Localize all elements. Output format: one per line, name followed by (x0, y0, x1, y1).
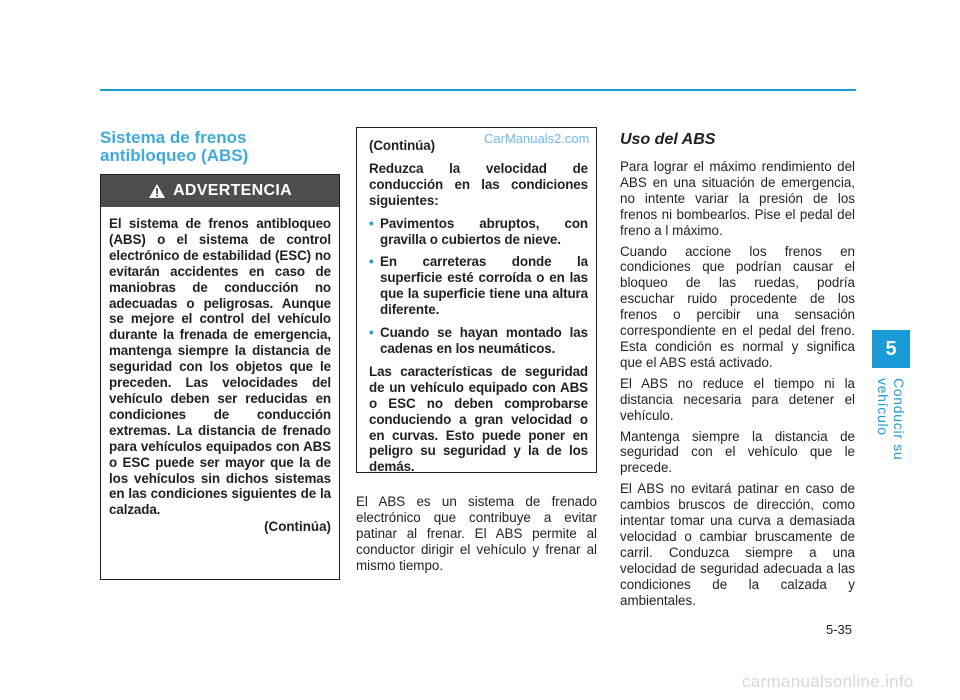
usage-section (620, 131, 855, 613)
chapter-label: Conducir su vehículo (875, 378, 907, 461)
abs-description: El ABS es un sistema de frenado electrónico que contribuye a evitar patinar al frenar. El ABS permite al conductor dirigir el vehículo y frenar al mismo tiempo. (356, 494, 597, 573)
usage-paragraph: El ABS no reduce el tiempo ni la distancia necesaria para detener el vehículo. (620, 375, 855, 423)
chapter-number-tab: 5 (872, 330, 910, 368)
continued-closing: Las características de seguridad de un vehículo equipado con ABS o ESC no deben comprobarse conduciendo a gran velocidad o en curvas. Esto puede poner en peligro su seguridad y la de los demás. (369, 363, 588, 475)
warning-triangle-icon (148, 183, 166, 199)
bullet-item: • Cuando se hayan montado las cadenas en los neumáticos. (369, 325, 588, 357)
warning-box (100, 174, 340, 580)
usage-paragraph: Mantenga siempre la distancia de seguridad con el vehículo que le precede. (620, 428, 855, 476)
watermark: CarManuals2.com (484, 131, 590, 146)
footer-logo: carmanualsonline.info (742, 672, 914, 691)
continued-warning-box (356, 127, 597, 473)
page-number: 5-35 (826, 622, 853, 637)
bullet-item: • Pavimentos abruptos, con gravilla o cubiertos de nieve. (369, 216, 588, 248)
warning-header (101, 175, 339, 207)
usage-paragraph: Para lograr el máximo rendimiento del ABS en una situación de emergencia, no intente variar la presión de los frenos ni bombearlos. Pise el pedal del freno a l máximo. (620, 159, 855, 238)
continued-heading: (Continúa) (369, 138, 435, 153)
usage-title: Uso del ABS (620, 131, 716, 148)
section-title: Sistema de frenos antibloqueo (ABS) (100, 128, 249, 165)
warning-continued: (Continúa) (264, 519, 331, 535)
warning-header-label: ADVERTENCIA (173, 182, 292, 199)
continued-intro: Reduzca la velocidad de conducción en las condiciones siguientes: (369, 160, 588, 208)
top-rule (100, 89, 856, 91)
warning-body: El sistema de frenos antibloqueo (ABS) o el sistema de control electrónico de estabilidad (ESC) no evitarán accidentes en caso de maniobras de conducción no adecuadas o peligrosas. Aunque se mejore el control del vehículo durante la frenada de emergencia, mantenga siempre la distancia de seguridad con los objetos que le preceden. Las velocidades del vehículo deben ser reducidas en condiciones de conducción extremas. La distancia de frenado para vehículos equipados con ABS o ESC puede ser mayor que la de los vehículos sin dichos sistemas en las condiciones siguientes de la calzada. (109, 216, 331, 518)
usage-paragraph: El ABS no evitará patinar en caso de cambios bruscos de dirección, como intentar tomar una curva a demasiada velocidad o cambiar bruscamente de carril. Conduzca siempre a una velocidad de seguridad adecuada a las condiciones de la calzada y ambientales. (620, 481, 855, 608)
bullet-item: • En carreteras donde la superficie esté corroída o en las que la superficie tiene una altura diferente. (369, 254, 588, 318)
usage-paragraph: Cuando accione los frenos en condiciones que podrían causar el bloqueo de las ruedas, podría escuchar ruido procedente de los frenos o percibir una sensación correspondiente en el pedal del freno. Esta condición es normal y significa que el ABS está activado. (620, 243, 855, 370)
